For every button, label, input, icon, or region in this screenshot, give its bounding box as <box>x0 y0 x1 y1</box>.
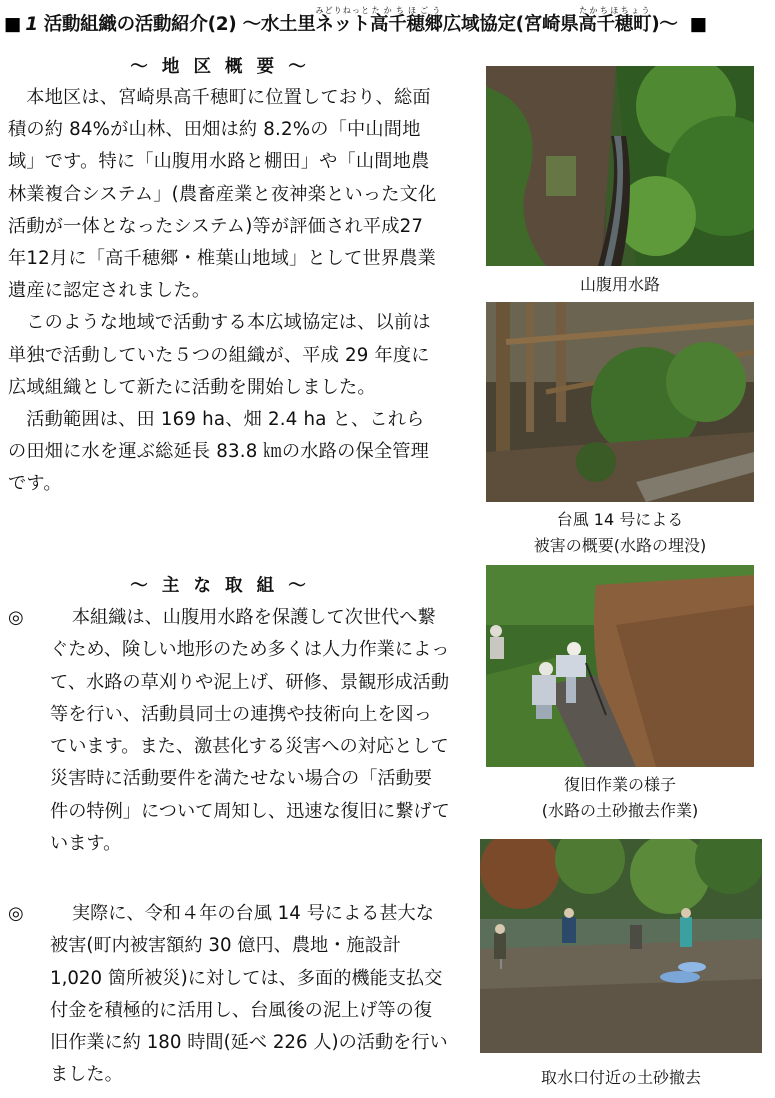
photo-intake-sediment-image <box>480 839 762 1053</box>
photo-recovery-work-image <box>486 565 754 767</box>
photo-typhoon-damage-caption <box>486 507 754 559</box>
caption-line: 取水口付近の土砂撤去 <box>540 1068 701 1087</box>
photo-waterway-image <box>486 66 754 266</box>
overview-paragraph-1: 本地区は、宮崎県高千穂町に位置しており、総面積の約 84%が山林、田畑は約 8.2%の「中山間地域」です。特に「山腹用水路と棚田」や「山間地農林業複合システム」(農畜産業と夜神楽といった文化活動が一体となったシステム)等が評価され平成27年12月に「高千穂郷・椎葉山地域」として世界農業遺産に認定されました。 <box>8 87 437 302</box>
header-ruby-takachihocho <box>578 6 652 35</box>
photo-intake-sediment-caption <box>480 1065 762 1091</box>
photo-recovery-work-caption <box>486 772 754 824</box>
activity-item-2-text: 実際に、令和４年の台風 14 号による甚大な被害(町内被害額約 30 億円、農地・施設計 1,020 箇所被災)に対しては、多面的機能支払交付金を積極的に活用し、台風後の泥上げ等の復旧作業に約 180 時間(延べ 226 人)の活動を行いました。 <box>50 903 448 1086</box>
caption-line: 山腹用水路 <box>579 275 660 294</box>
page-header <box>4 6 772 36</box>
header-ruby-takachihocho-base: 高千穂町 <box>578 14 652 35</box>
double-circle-icon: ◎ <box>8 607 24 628</box>
header-ruby-takachihogo-base: 高千穂郷 <box>370 14 443 35</box>
header-dash-left: 〜 <box>242 14 261 35</box>
caption-line: 台風 14 号による <box>556 510 684 529</box>
photo-waterway-caption <box>486 272 754 298</box>
header-ruby-net-reading: みどりねっと <box>315 6 371 15</box>
header-org-middle: 広域協定(宮崎県 <box>442 14 579 35</box>
photo-recovery-work <box>486 565 754 767</box>
header-ruby-net <box>315 6 371 35</box>
header-number: 1 <box>25 14 38 35</box>
photo-typhoon-damage-image <box>486 302 754 502</box>
photo-waterway <box>486 66 754 266</box>
header-square-icon-right: ■ <box>689 14 707 35</box>
header-ruby-net-base: ネット <box>315 14 371 35</box>
activity-item-1 <box>8 602 450 862</box>
caption-line: 被害の概要(水路の埋没) <box>533 536 707 555</box>
header-square-icon: ■ <box>4 14 22 35</box>
caption-line: 復旧作業の様子 <box>563 775 676 794</box>
header-ruby-takachihocho-reading: たかちほちょう <box>578 6 652 15</box>
section-heading-overview: 〜 地 区 概 要 〜 <box>130 57 310 77</box>
photo-typhoon-damage <box>486 302 754 502</box>
activity-item-2 <box>8 898 450 1098</box>
photo-intake-sediment <box>480 839 762 1053</box>
overview-paragraph-2: このような地域で活動する本広域協定は、以前は単独で活動していた５つの組織が、平成 29 年度に広域組織として新たに活動を開始しました。 <box>8 312 431 398</box>
activity-item-1-text: 本組織は、山腹用水路を保護して次世代へ繋ぐため、険しい地形のため多くは人力作業によって、水路の草刈りや泥上げ、研修、景観形成活動等を行い、活動員同士の連携や技術向上を図っています。また、激甚化する災害への対応として災害時に活動要件を満たせない場合の「活動要件の特例」について周知し、迅速な復旧に繋げています。 <box>50 607 450 855</box>
double-circle-icon: ◎ <box>8 903 24 924</box>
header-org-before: 水土里 <box>260 14 316 35</box>
header-prefix: 活動組織の活動紹介(2) <box>43 14 237 35</box>
header-org-name <box>260 6 678 35</box>
header-ruby-takachihogo <box>370 6 443 35</box>
header-org-end: )〜 <box>651 14 678 35</box>
caption-line: (水路の土砂撤去作業) <box>541 801 699 820</box>
section-heading-activities: 〜 主 な 取 組 〜 <box>130 576 310 596</box>
overview-text <box>8 82 440 501</box>
header-ruby-takachihogo-reading: たかちほごう <box>370 6 443 15</box>
overview-paragraph-3: 活動範囲は、田 169 ha、畑 2.4 ha と、これらの田畑に水を運ぶ総延長 83.8 ㎞の水路の保全管理です。 <box>8 409 430 495</box>
